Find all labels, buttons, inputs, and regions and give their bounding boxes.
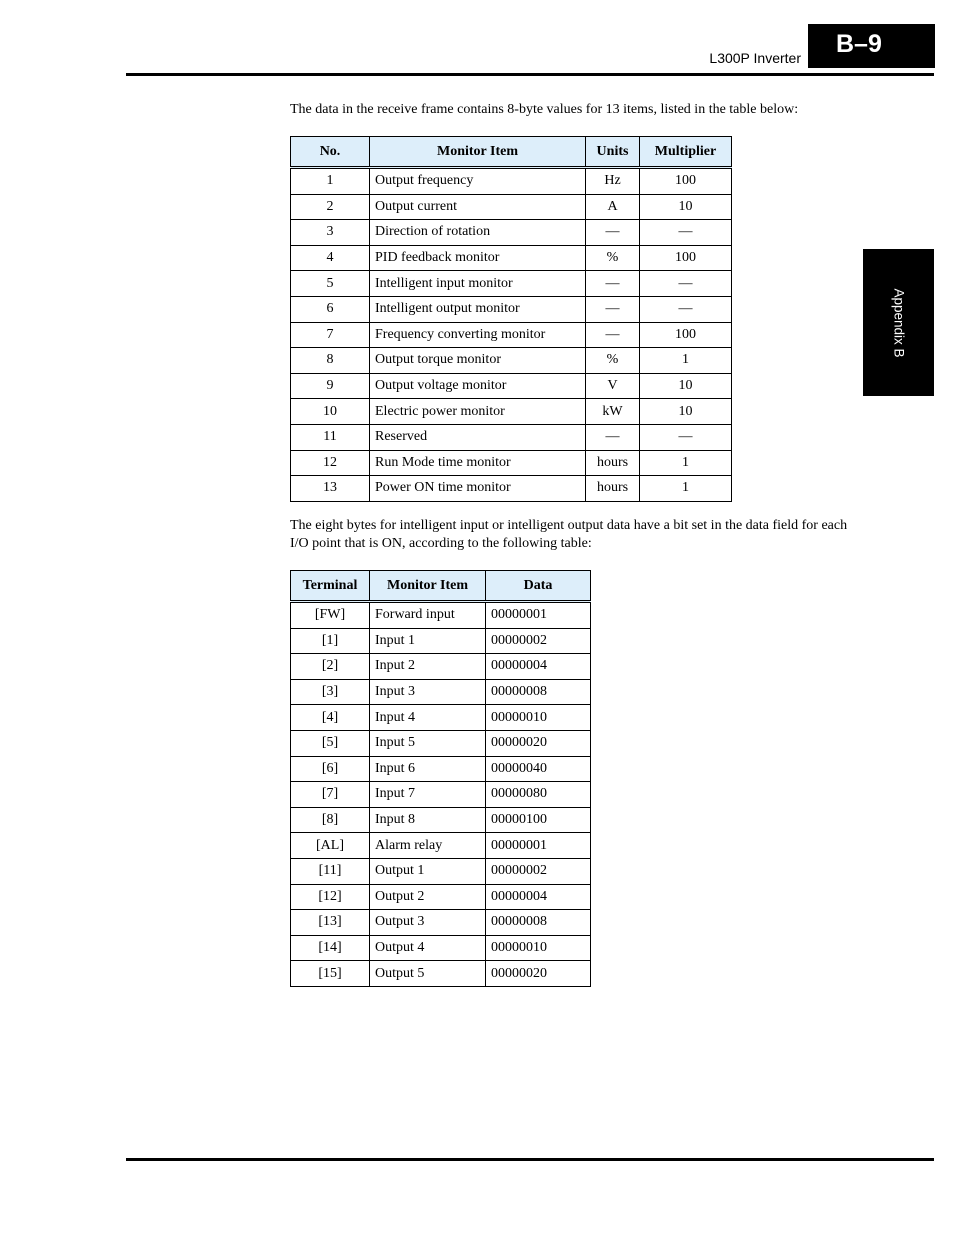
table-cell: — <box>586 424 640 450</box>
table-cell: [13] <box>291 910 370 936</box>
table-cell: Alarm relay <box>370 833 486 859</box>
table-cell: % <box>586 245 640 271</box>
table-row <box>291 399 732 425</box>
appendix-side-tab <box>863 249 934 396</box>
table-cell: PID feedback monitor <box>370 245 586 271</box>
table-cell: Output voltage monitor <box>370 373 586 399</box>
table-cell: A <box>586 194 640 220</box>
column-header: Terminal <box>291 571 370 602</box>
table-cell: Input 7 <box>370 782 486 808</box>
column-header: No. <box>291 137 370 168</box>
table-cell: Input 3 <box>370 679 486 705</box>
table-cell: Input 1 <box>370 628 486 654</box>
table-cell: 00000002 <box>486 858 591 884</box>
table-cell: 11 <box>291 424 370 450</box>
table-cell: 00000040 <box>486 756 591 782</box>
table-header-row <box>291 571 591 602</box>
table-cell: 00000008 <box>486 910 591 936</box>
table-cell: 00000004 <box>486 654 591 680</box>
table-cell: Intelligent input monitor <box>370 271 586 297</box>
table-cell: [1] <box>291 628 370 654</box>
table-cell: [2] <box>291 654 370 680</box>
table-cell: Output 2 <box>370 884 486 910</box>
table-cell: [AL] <box>291 833 370 859</box>
table-cell: Output frequency <box>370 168 586 195</box>
document-title: L300P Inverter <box>709 50 801 66</box>
table-cell: 2 <box>291 194 370 220</box>
table-row <box>291 730 591 756</box>
table-cell: Reserved <box>370 424 586 450</box>
table-row <box>291 782 591 808</box>
table-cell: Output current <box>370 194 586 220</box>
header-rule <box>126 73 934 76</box>
table-row <box>291 373 732 399</box>
footer-rule <box>126 1158 934 1161</box>
table-cell: 1 <box>291 168 370 195</box>
table-cell: 100 <box>640 322 732 348</box>
table-row <box>291 935 591 961</box>
table-row <box>291 807 591 833</box>
table-cell: Output 4 <box>370 935 486 961</box>
table-cell: Frequency converting monitor <box>370 322 586 348</box>
table-cell: Output 5 <box>370 961 486 987</box>
table-cell: 00000001 <box>486 602 591 629</box>
table-cell: Input 4 <box>370 705 486 731</box>
table-cell: Output 3 <box>370 910 486 936</box>
table-cell: 10 <box>291 399 370 425</box>
table-cell: — <box>640 424 732 450</box>
table-cell: 100 <box>640 168 732 195</box>
table-cell: [FW] <box>291 602 370 629</box>
table-row <box>291 961 591 987</box>
table-cell: — <box>640 296 732 322</box>
table-cell: V <box>586 373 640 399</box>
table-cell: — <box>640 220 732 246</box>
table-cell: [4] <box>291 705 370 731</box>
table-cell: [12] <box>291 884 370 910</box>
table-cell: 4 <box>291 245 370 271</box>
table-row <box>291 833 591 859</box>
column-header: Monitor Item <box>370 571 486 602</box>
table-cell: 00000010 <box>486 935 591 961</box>
table-cell: 5 <box>291 271 370 297</box>
table-cell: 00000020 <box>486 961 591 987</box>
table-cell: — <box>586 322 640 348</box>
table-cell: 9 <box>291 373 370 399</box>
table-row <box>291 705 591 731</box>
table-cell: 00000010 <box>486 705 591 731</box>
table-row <box>291 450 732 476</box>
page-number-badge: B–9 <box>808 24 935 68</box>
table-cell: [7] <box>291 782 370 808</box>
table-row <box>291 424 732 450</box>
table-cell: % <box>586 348 640 374</box>
column-header: Multiplier <box>640 137 732 168</box>
table-row <box>291 628 591 654</box>
table-cell: kW <box>586 399 640 425</box>
table-cell: [5] <box>291 730 370 756</box>
table-cell: 100 <box>640 245 732 271</box>
table-cell: 00000008 <box>486 679 591 705</box>
table-cell: Input 5 <box>370 730 486 756</box>
table-cell: Intelligent output monitor <box>370 296 586 322</box>
table-row <box>291 271 732 297</box>
table-row <box>291 322 732 348</box>
table-row <box>291 602 591 629</box>
table-cell: [6] <box>291 756 370 782</box>
table-cell: [14] <box>291 935 370 961</box>
table-cell: Input 8 <box>370 807 486 833</box>
table-row <box>291 245 732 271</box>
io-paragraph: The eight bytes for intelligent input or intelligent output data have a bit set in the data field for each I/O point that is ON, according to the following table: <box>290 518 848 551</box>
table-cell: hours <box>586 476 640 502</box>
side-tab-label: Appendix B <box>891 287 906 358</box>
table-cell: [8] <box>291 807 370 833</box>
table-cell: — <box>586 220 640 246</box>
table-header-row <box>291 137 732 168</box>
table-cell: 7 <box>291 322 370 348</box>
table-row <box>291 348 732 374</box>
table-row <box>291 220 732 246</box>
table-cell: Output torque monitor <box>370 348 586 374</box>
table-row <box>291 194 732 220</box>
table-cell: 00000002 <box>486 628 591 654</box>
table-row <box>291 296 732 322</box>
intro-paragraph: The data in the receive frame contains 8-byte values for 13 items, listed in the table below: <box>290 102 799 117</box>
table-cell: Direction of rotation <box>370 220 586 246</box>
column-header: Monitor Item <box>370 137 586 168</box>
table-row <box>291 910 591 936</box>
table-cell: 1 <box>640 450 732 476</box>
table-row <box>291 884 591 910</box>
table-cell: 00000100 <box>486 807 591 833</box>
table-cell: [11] <box>291 858 370 884</box>
table-row <box>291 476 732 502</box>
table-cell: Power ON time monitor <box>370 476 586 502</box>
table-cell: 3 <box>291 220 370 246</box>
io-terminals-table <box>290 570 591 987</box>
table-cell: 00000004 <box>486 884 591 910</box>
table-cell: hours <box>586 450 640 476</box>
table-cell: — <box>586 271 640 297</box>
table-row <box>291 168 732 195</box>
table-cell: 00000001 <box>486 833 591 859</box>
table-cell: 10 <box>640 373 732 399</box>
column-header: Units <box>586 137 640 168</box>
table-row <box>291 679 591 705</box>
table-cell: Forward input <box>370 602 486 629</box>
table-cell: Run Mode time monitor <box>370 450 586 476</box>
table-cell: Input 2 <box>370 654 486 680</box>
table-cell: 13 <box>291 476 370 502</box>
table-cell: 6 <box>291 296 370 322</box>
table-row <box>291 756 591 782</box>
table-cell: 00000080 <box>486 782 591 808</box>
table-cell: 1 <box>640 476 732 502</box>
table-cell: 10 <box>640 399 732 425</box>
table-row <box>291 654 591 680</box>
table-cell: Electric power monitor <box>370 399 586 425</box>
table-cell: Output 1 <box>370 858 486 884</box>
table-cell: 10 <box>640 194 732 220</box>
table-cell: — <box>640 271 732 297</box>
table-cell: — <box>586 296 640 322</box>
table-cell: 00000020 <box>486 730 591 756</box>
table-cell: [3] <box>291 679 370 705</box>
table-cell: Input 6 <box>370 756 486 782</box>
table-cell: 8 <box>291 348 370 374</box>
monitor-items-table <box>290 136 732 502</box>
table-cell: 1 <box>640 348 732 374</box>
table-cell: [15] <box>291 961 370 987</box>
column-header: Data <box>486 571 591 602</box>
table-cell: 12 <box>291 450 370 476</box>
table-cell: Hz <box>586 168 640 195</box>
table-row <box>291 858 591 884</box>
